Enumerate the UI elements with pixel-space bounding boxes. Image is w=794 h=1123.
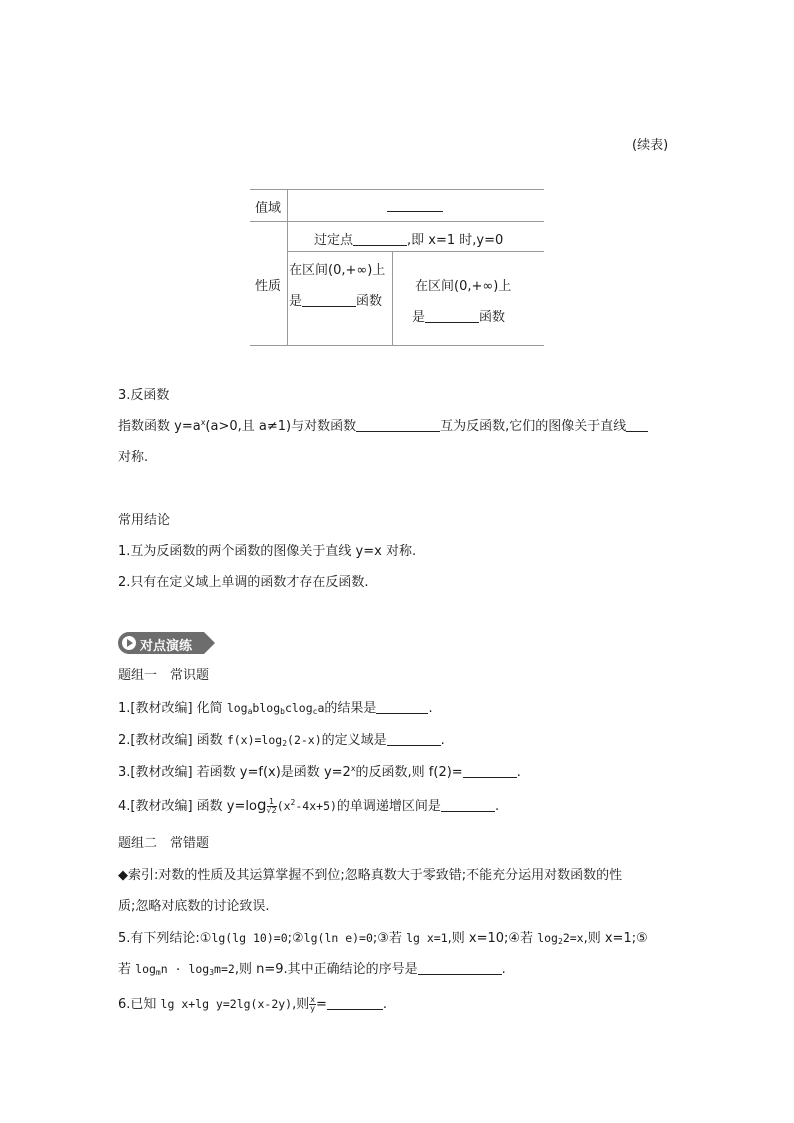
question-2 [118,729,445,748]
text-run: . [440,733,445,748]
group1-heading: 题组一 常识题 [118,668,210,683]
math-expression: $(x^2-4x+5)$ [276,798,337,813]
question-5-line1: 5.有下列结论:①lg(lg 10)=0;②lg(ln e)=0;③若 lg x=1,则 x=10;④若 $\log_22=x$,则 x=1;⑤ [118,931,648,946]
banner-arrow [204,632,215,654]
section3-heading: 3.反函数 [118,388,170,403]
text-run: 3.[教材改编] 若函数 y=f(x)是函数 y=2 [118,765,351,780]
conclusion-item: 1.互为反函数的两个函数的图像关于直线 y=x 对称. [118,544,417,559]
fixed-point-tail: ,即 x=1 时,y=0 [407,233,504,248]
text-run: 4.[教材改编] 函数 y=lo [118,799,257,814]
table-rule [287,251,544,252]
table-rule [287,189,288,345]
question-6: 6.已知 lg x+lg y=2lg(x-2y),则 $\frac{x}{y}$ = . [118,995,388,1013]
answer-blank [376,712,428,714]
answer-blank [418,973,502,975]
fixed-point-blank [353,244,407,246]
range-label: 值域 [255,201,282,216]
math-expression: $f(x)=\log_2(2-x)$ [226,733,322,748]
text-run: (a>0,且 a≠1)与对数函数 [205,419,357,434]
table-rule [250,189,544,190]
text-run: . [494,799,500,814]
banner-title: 对点演练 [140,639,193,654]
right-interval-text: 在区间(0,+∞)上 [415,279,512,294]
fixed-point-line [314,229,503,248]
fraction: $\frac{1}{√2}$ [266,797,277,815]
conclusion-item: 2.只有在定义域上单调的函数才存在反函数. [118,575,369,590]
table-rule [392,251,393,345]
text-run: 的结果是 [324,701,377,716]
text-run: g [256,796,267,814]
section3-line1 [118,415,648,434]
common-conclusions-heading: 常用结论 [118,513,171,528]
range-blank [387,210,443,212]
answer-blank [441,810,495,812]
fixed-point-text: 过定点 [314,233,354,248]
continued-label: (续表) [632,138,669,153]
text-run: 1.[教材改编] 化简 [118,701,227,716]
answer-blank [327,1008,383,1010]
error-index-line1: ◆索引:对数的性质及其运算掌握不到位;忽略真数大于零致错;不能充分运用对数函数的性 [118,868,623,883]
property-label: 性质 [255,279,282,294]
left-monotonic-blank [302,305,356,307]
question-1 [118,697,433,716]
superscript: x [350,764,356,773]
play-circle-icon [122,636,136,650]
right-is-text: 是 [412,310,426,325]
right-monotonic-line [412,306,505,325]
text-run: 2.[教材改编] 函数 [118,733,227,748]
table-rule [250,221,544,222]
text-run: . [516,765,521,780]
answer-blank [463,776,517,778]
question-4 [118,795,499,815]
fraction: $\frac{x}{y}$ [310,995,315,1013]
question-5-line2: 若 $\log_mn \cdot \log_3m=2$,则 n=9.其中正确结论的序号是 . [118,962,506,977]
left-is-text: 是 [289,294,303,309]
right-monotonic-blank [425,321,479,323]
superscript: x [200,418,206,427]
math-expression: $\log_ablog_bclog_ca$ [226,701,325,716]
text-run: . [428,701,433,716]
symmetry-line-blank [626,430,648,432]
text-run: 的反函数,则 f(2)= [355,765,463,780]
text-run: 互为反函数,它们的图像关于直线 [440,419,627,434]
left-func-text: 函数 [356,294,383,309]
answer-blank [387,744,441,746]
question-3 [118,761,521,780]
text-run: 的定义域是 [321,733,387,748]
group2-heading: 题组二 常错题 [118,836,210,851]
practice-banner [118,632,214,654]
left-interval-text: 在区间(0,+∞)上 [289,263,386,278]
text-run: 的单调递增区间是 [336,799,441,814]
error-index-line2: 质;忽略对底数的讨论致误. [118,899,270,914]
right-func-text: 函数 [479,310,506,325]
text-run: 指数函数 y=a [118,419,201,434]
section3-line2: 对称. [118,450,149,465]
log-function-blank [356,430,440,432]
table-rule [250,345,544,346]
left-monotonic-line [289,290,382,309]
